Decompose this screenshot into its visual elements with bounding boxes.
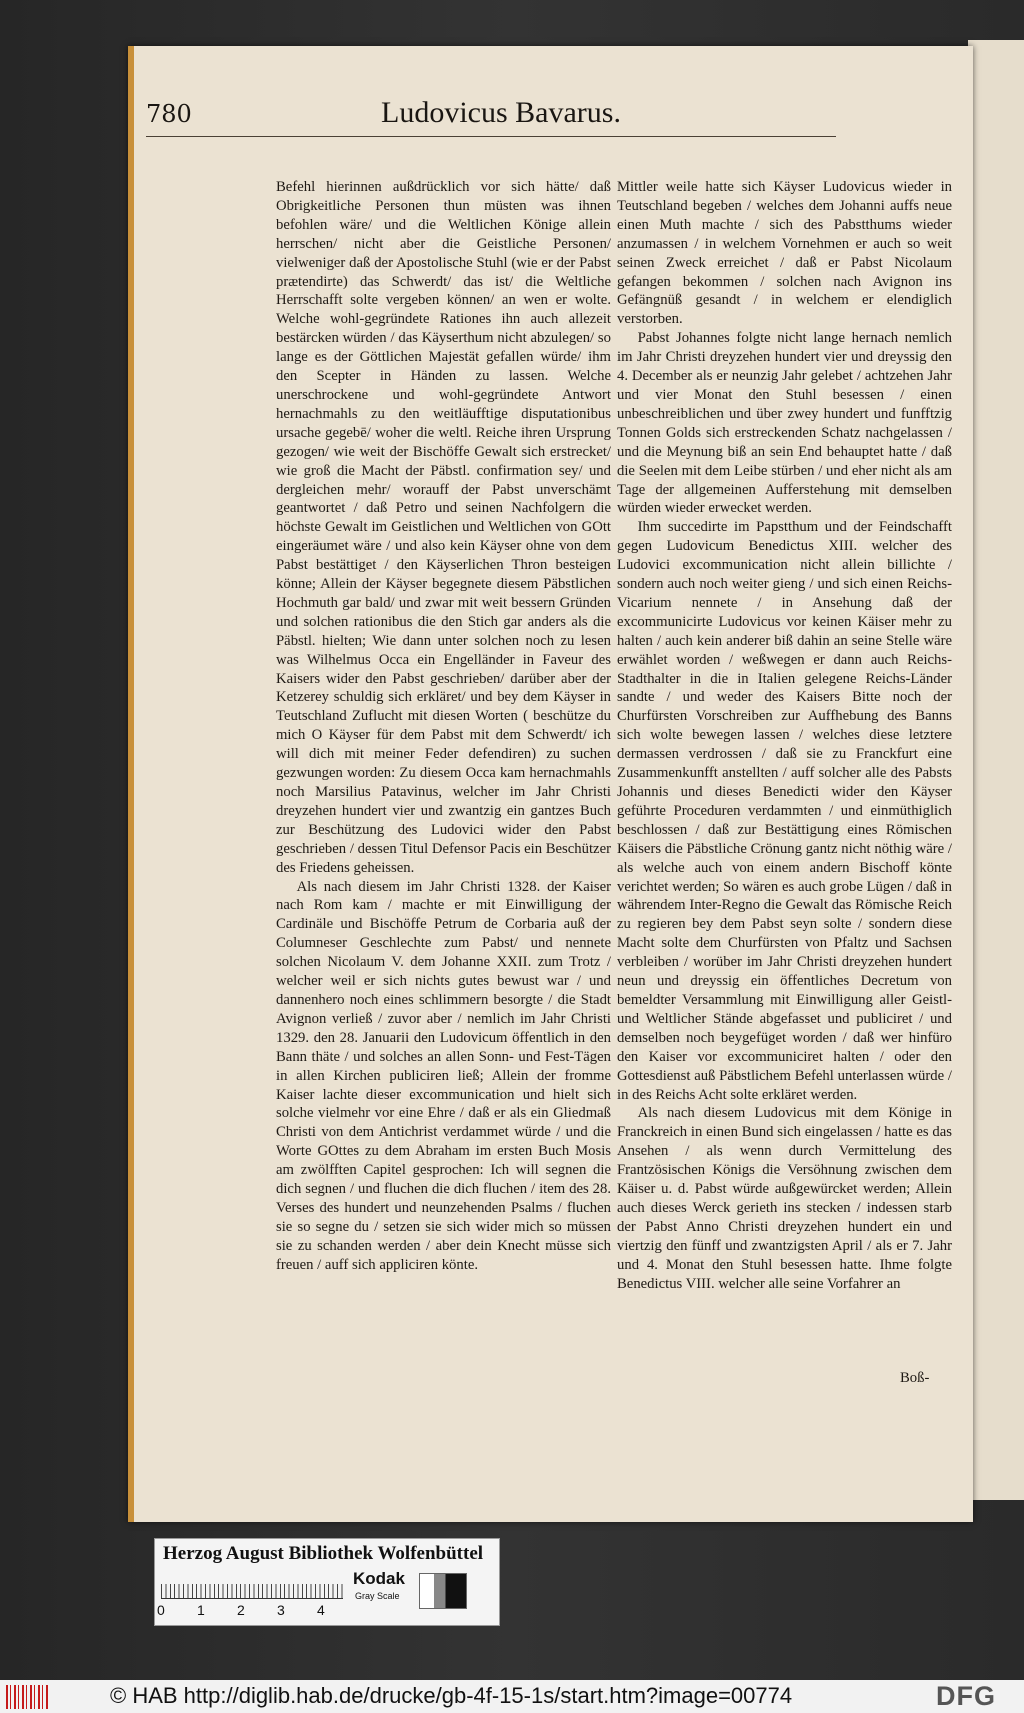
paragraph: Als nach diesem Ludovicus mit dem Könige in Franckreich in einen Bund sich eingelassen / hatte es das Ansehen / als wenn durch Vermittelung des Frantzösischen Königs die Versöhnung zwischen dem Käiser u. d. Pabst würde außgewürcket werden; Allein auch dieses Werck gerieth ins stecken / indessen starb der Pabst Anno Christi dreyzehen hundert ein und viertzig den fünff und zwantzigsten April / als er 7. Jahr und 4. Monat den Stuhl besessen hatte. Ihme folgte Benedictus VIII. welcher alle seine Vorfahrer an [617, 1105, 952, 1292]
header-rule [146, 136, 836, 137]
dfg-logo: DFG [936, 1681, 996, 1711]
ruler-numbers [157, 1602, 347, 1618]
library-label-card [154, 1538, 500, 1626]
ruler-number: 0 [157, 1602, 165, 1618]
paragraph: Mittler weile hatte sich Käyser Ludovicus wieder in Teutschland begeben / welches dem Johanni auffs neue einen Muth machte / sich des Pabstthums wieder anzumassen / in welchem Vornehmen er auch so weit seinen Zweck erreichet / daß er Pabst Nicolaum gefangen bekommen / solchen nach Avignon ins Gefängnüß gesandt / in welchem er elendiglich verstorben. [617, 179, 952, 328]
page-header [146, 96, 836, 136]
gray-scale-patch [419, 1573, 467, 1609]
ruler-number: 3 [277, 1602, 285, 1618]
kodak-logo: Kodak [353, 1569, 405, 1588]
catchword: Boß- [900, 1370, 930, 1386]
text-column-left [276, 178, 611, 1373]
facing-page-edge [968, 40, 1024, 1500]
ruler-number: 4 [317, 1602, 325, 1618]
running-title: Ludovicus Bavarus. [381, 96, 621, 129]
measuring-ruler [161, 1571, 343, 1599]
ruler-number: 1 [197, 1602, 205, 1618]
grayscale-label: Gray Scale [355, 1591, 400, 1601]
text-column-right [617, 178, 952, 1373]
ruler-number: 2 [237, 1602, 245, 1618]
paragraph: Als nach diesem im Jahr Christi 1328. der Kaiser nach Rom kam / machte er mit Einwilligung der Cardinäle und Bischöffe Petrum de Corbaria auß der Columneser Geschlechte zum Pabst/ und nennete solchen Nicolaum V. dem Johanne XXII. zum Trotz / welcher weil er sich nichts gutes bewust war / und dannenhero noch eines schlimmern besorgte / die Stadt Avignon verließ / zuvor aber / nemlich im Jahr Christi 1329. den 28. Januarii den Ludovicum öffentlich in den Bann thäte / und solches an allen Sonn- und Fest-Tägen in allen Kirchen publiciren ließ; Allein der fromme Kaiser lachte dieser excommunication und hielt sich solche vielmehr vor eine Ehre / daß er als ein Gliedmaß Christi von dem Antichrist verdammet würde / und die Worte GOttes zu dem Abraham im ersten Buch Mosis am zwölfften Capitel gesprochen: Ich will segnen die dich segnen / und fluchen die dich fluchen / item des 28. Verses des hundert und neunzehenden Psalms / fluchen sie so segne du / setzen sie sich wider mich so müssen sie zu schanden werden / aber dein Knecht müsse sich freuen / auff sich appliciren könte. [276, 878, 611, 1273]
barcode-icon [6, 1685, 48, 1709]
source-url[interactable]: © HAB http://diglib.hab.de/drucke/gb-4f-15-1s/start.htm?image=00774 [110, 1683, 793, 1708]
library-name: Herzog August Bibliothek Wolfenbüttel [163, 1543, 484, 1564]
footer-bar [0, 1680, 1024, 1713]
page-number: 780 [146, 100, 192, 128]
paragraph: Pabst Johannes folgte nicht lange hernach nemlich im Jahr Christi dreyzehen hundert vier und dreyssig den 4. December als er neunzig Jahr gelebet / achtzehen Jahr und vier Monat den Stuhl besessen / einen unbeschreiblichen und über zwey hundert und funfftzig Tonnen Golds sich erstreckenden Schatz nachgelassen / und die Meynung biß an sein End behauptet hatte / daß die Seelen mit dem Leibe stürben / und eher nicht als am Tage der allgemeinen Aufferstehung mit demselben würden wieder erwecket werden. [617, 330, 952, 517]
paragraph: Befehl hierinnen außdrücklich vor sich hätte/ daß Obrigkeitliche Personen thun müsten was ihnen befohlen wäre/ und die Weltlichen Könige allein herrschen/ nicht aber die Geistliche Personen/ vielweniger daß der Apostolische Stuhl (wie er der Pabst prætendirte) das Schwerdt/ das ist/ die Weltliche Herrschafft solte vergeben können/ an wen er wolte. Welche wohl-gegründete Rationes ihn auch allezeit bestärcken würden / das Käyserthum nicht abzulegen/ so lange es der Göttlichen Majestät gefallen würde/ ihm den Scepter in Händen zu lassen. Welche unerschrockene und wohl-gegründete Antwort hernachmahls zu den weitläufftige disputationibus ursache gegebē/ woher die weltl. Reiche ihren Ursprung gezogen/ wie weit der Bischöffe Gewalt sich erstrecket/ wie groß die Macht der Päbstl. confirmation sey/ und dergleichen mehr/ worauff der Pabst unverschämt geantwortet / daß Petro und seinen Nachfolgern die höchste Gewalt im Geistlichen und Weltlichen von GOtt eingeräumet wäre / und also kein Käyser ohne von dem Pabst bestättiget / den Käyserlichen Thron besteigen könne; Allein der Käyser begegnete diesem Päbstlichen Hochmuth gar bald/ und zwar mit weit bessern Gründen und solchen rationibus die den Stich gar anders als die Päbstl. hielten; Wie dann unter solchen noch zu lesen was Wilhelmus Occa ein Engelländer in Faveur des Kaisers wider den Pabst geschrieben/ darüber aber der Ketzerey schuldig sich erkläret/ und bey dem Käyser in Teutschland Zuflucht mit diesen Worten ( beschütze du mich O Käyser für dem Pabst mit dem Schwerdt/ ich will dich mit meiner Feder defendiren) zu suchen gezwungen worden: Zu diesem Occa kam hernachmahls noch Marsilius Patavinus, welcher im Jahr Christi dreyzehen hundert vier und zwantzig ein gantzes Buch zur Beschützung des Ludovici wider den Pabst geschrieben / dessen Titul Defensor Pacis ein Beschützer des Friedens geheissen. [276, 179, 611, 876]
paragraph: Ihm succedirte im Papstthum und der Feindschafft gegen Ludovicum Benedictus XIII. welcher des Ludovici excommunication nicht allein billichte / sondern auch noch weiter gieng / und sich einen Reichs-Vicarium nennete / in Ansehung daß der excommunicirte Ludovicus vor keinen Käiser mehr zu halten / auch kein anderer biß dahin an seine Stelle wäre erwählet worden / weßwegen er dann auch Reichs-Stadthalter in die in Italien gelegene Reichs-Länder sandte / und weder des Kaisers Bitte noch der Churfürsten Vorschreiben zur Auffhebung des Banns sich wolte bewegen lassen / welches diese letztere dermassen verdrossen / daß sie zu Franckfurt eine Zusammenkunfft anstellten / auff solcher alle des Pabsts Johannis und dieses Benedicti wider den Käyser geführte Proceduren verdammten / und einmüthiglich beschlossen / daß zur Bestättigung eines Römischen Käisers die Päbstliche Crönung gantz nicht nöthig wäre / als welche auch von einem andern Bischoff könte verichtet werden; So wären es auch grobe Lügen / daß in währendem Inter-Regno die Gewalt das Römische Reich zu regieren bey dem Pabst seyn solte / sondern diese Macht solte dem Churfürsten von Pfaltz und Sachsen verbleiben / worüber im Jahr Christi dreyzehen hundert neun und dreyssig ein öffentliches Decretum von bemeldter Versammlung mit Einwilligung aller Geistl- und Weltlicher Stände abgefasset und publiciret / und demselben noch beygefüget worden / daß wer hinfüro den Kaiser vor excommuniciret halten / oder den Gottesdienst auß Päbstlichem Befehl unterlassen würde / in des Reichs Acht solte erkläret werden. [617, 519, 952, 1103]
